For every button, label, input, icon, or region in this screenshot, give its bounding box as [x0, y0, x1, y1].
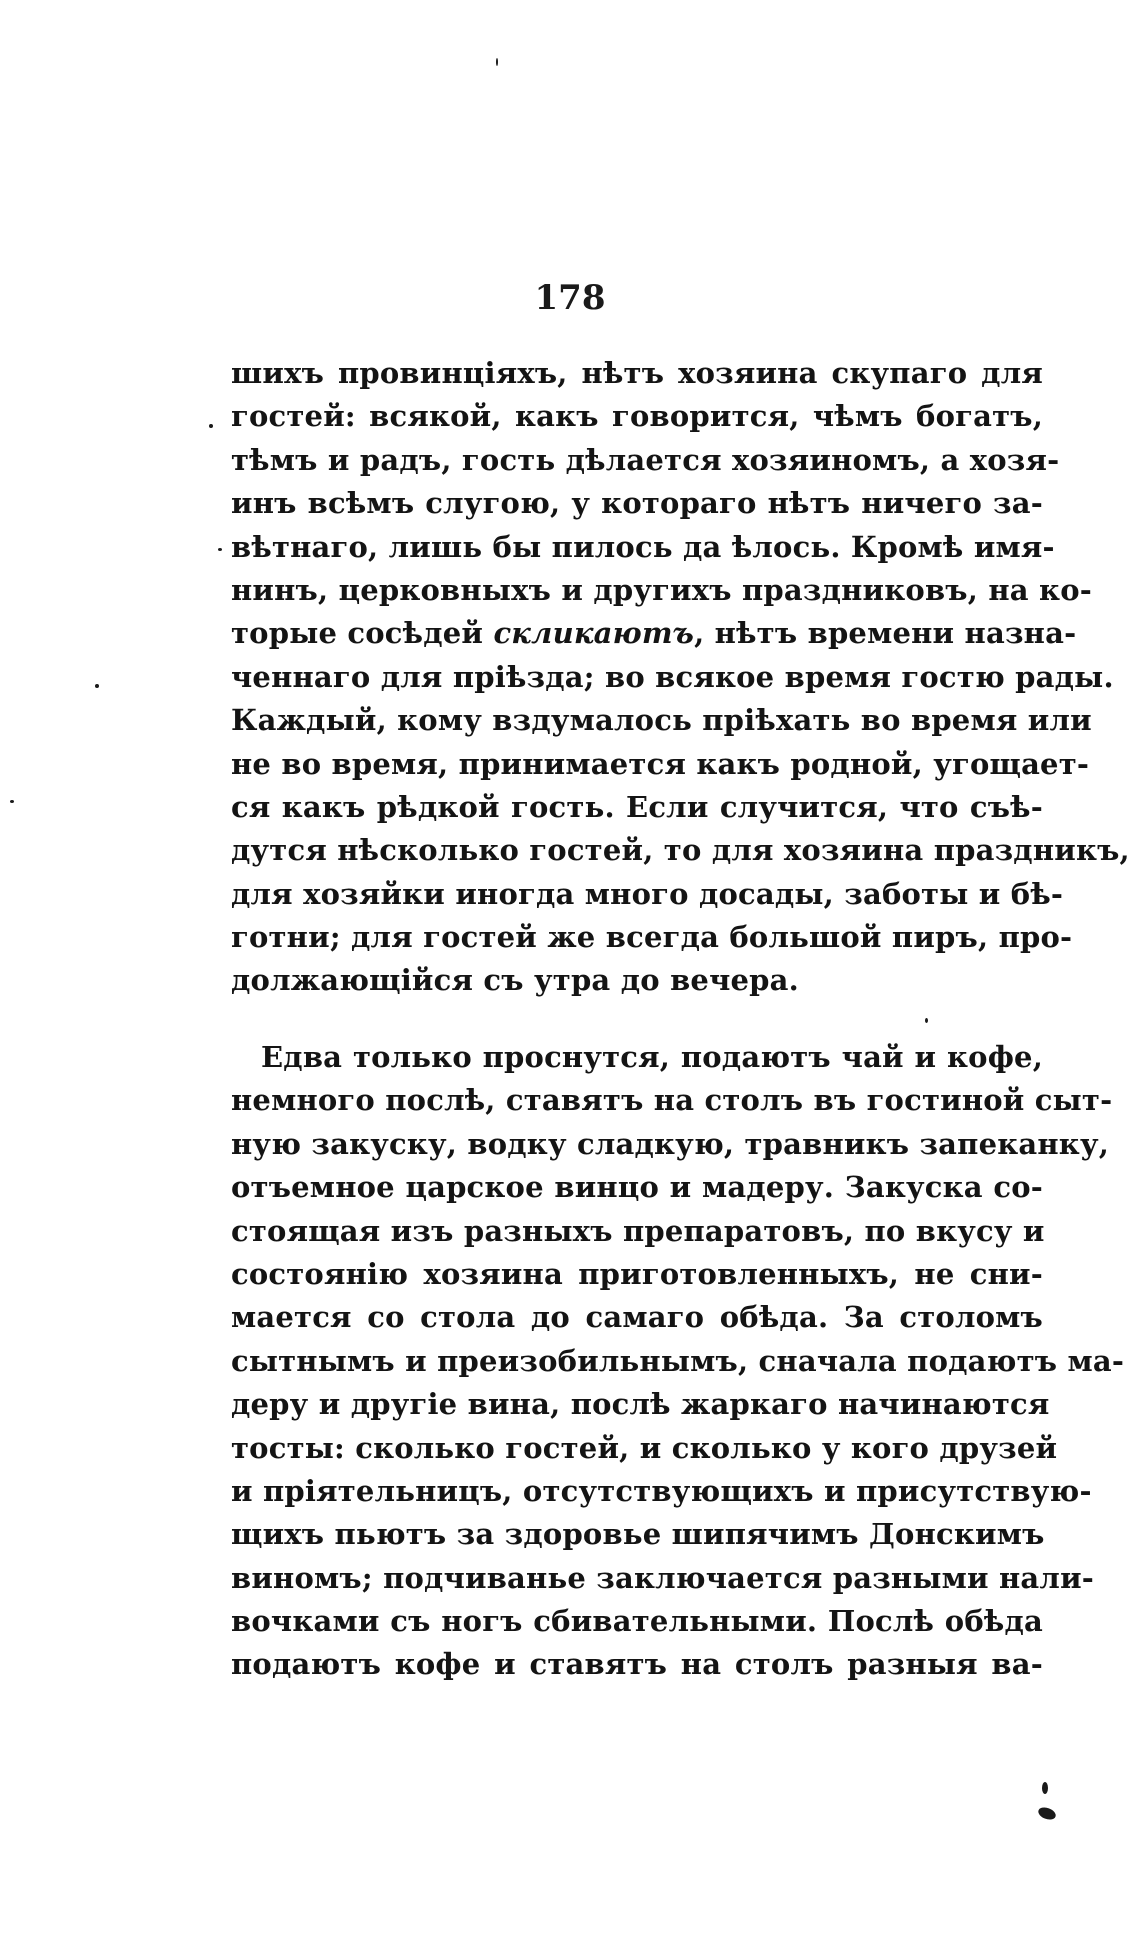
scan-speck [1037, 1805, 1058, 1821]
text-line: Каждый, кому вздумалось пріѣхать во время или [231, 703, 1092, 738]
text-line: сытнымъ и преизобильнымъ, сначала подаютъ ма- [231, 1343, 1125, 1378]
text-line: инъ всѣмъ слугою, у котораго нѣтъ ничего за- [231, 486, 1043, 521]
text-line: стоящая изъ разныхъ препаратовъ, по вкусу и [231, 1213, 1045, 1248]
paragraph-1 [231, 352, 1130, 1003]
text-line: виномъ; подчиванье заключается разными нали- [231, 1560, 1095, 1595]
text-line: готни; для гостей же всегда большой пиръ, про- [231, 920, 1073, 955]
text-line: для хозяйки иногда много досады, заботы и бѣ- [231, 876, 1064, 911]
scan-speck [209, 424, 213, 428]
text-line: ся какъ рѣдкой гость. Если случится, что съѣ- [231, 789, 1043, 824]
paragraph-2 [231, 1036, 1125, 1687]
text-line: тѣмъ и радъ, гость дѣлается хозяиномъ, а хозя- [231, 442, 1060, 477]
scan-speck [1042, 1782, 1048, 1794]
italic-word: скликаютъ [493, 616, 695, 651]
text-line: должающійся съ утра до вечера. [231, 963, 799, 998]
text-line: немного послѣ, ставятъ на столъ въ гостиной сыт- [231, 1083, 1113, 1118]
text-line: ченнаго для пріѣзда; во всякое время гостю рады. [231, 659, 1114, 694]
text-line: гостей: всякой, какъ говорится, чѣмъ богатъ, [231, 399, 1043, 434]
text-line: подаютъ кофе и ставятъ на столъ разныя ва- [231, 1647, 1043, 1682]
text-line: торые сосѣдей скликаютъ, нѣтъ времени назна- [231, 616, 1077, 651]
text-line: тосты: сколько гостей, и сколько у кого друзей [231, 1430, 1058, 1465]
text-line: щихъ пьютъ за здоровье шипячимъ Донскимъ [231, 1517, 1045, 1552]
text-line: вочками съ ногъ сбивательными. Послѣ обѣда [231, 1604, 1043, 1639]
scan-speck [10, 800, 14, 803]
text-line: отъемное царское винцо и мадеру. Закуска со- [231, 1170, 1043, 1205]
text-line: деру и другіе вина, послѣ жаркаго начинаются [231, 1387, 1050, 1422]
text-line: ную закуску, водку сладкую, травникъ запеканку, [231, 1126, 1110, 1161]
text-line: дутся нѣсколько гостей, то для хозяина праздникъ, [231, 833, 1130, 868]
text-line: нинъ, церковныхъ и другихъ праздниковъ, на ко- [231, 572, 1092, 607]
scan-speck [95, 684, 99, 688]
text-line: и пріятельницъ, отсутствующихъ и присутствую- [231, 1473, 1092, 1508]
scan-speck [496, 58, 498, 66]
scan-speck [925, 1018, 928, 1023]
text-line: Едва только проснутся, подаютъ чай и кофе, [261, 1040, 1043, 1074]
scan-speck [218, 548, 222, 551]
text-line: мается со стола до самаго обѣда. За столомъ [231, 1300, 1043, 1335]
page-number: 178 [534, 278, 606, 318]
text-line: вѣтнаго, лишь бы пилось да ѣлось. Кромѣ имя- [231, 529, 1055, 564]
text-line: шихъ провинціяхъ, нѣтъ хозяина скупаго для [231, 356, 1043, 390]
text-line: не во время, принимается какъ родной, угощает- [231, 746, 1090, 781]
text-line: состоянію хозяина приготовленныхъ, не сни- [231, 1256, 1043, 1291]
